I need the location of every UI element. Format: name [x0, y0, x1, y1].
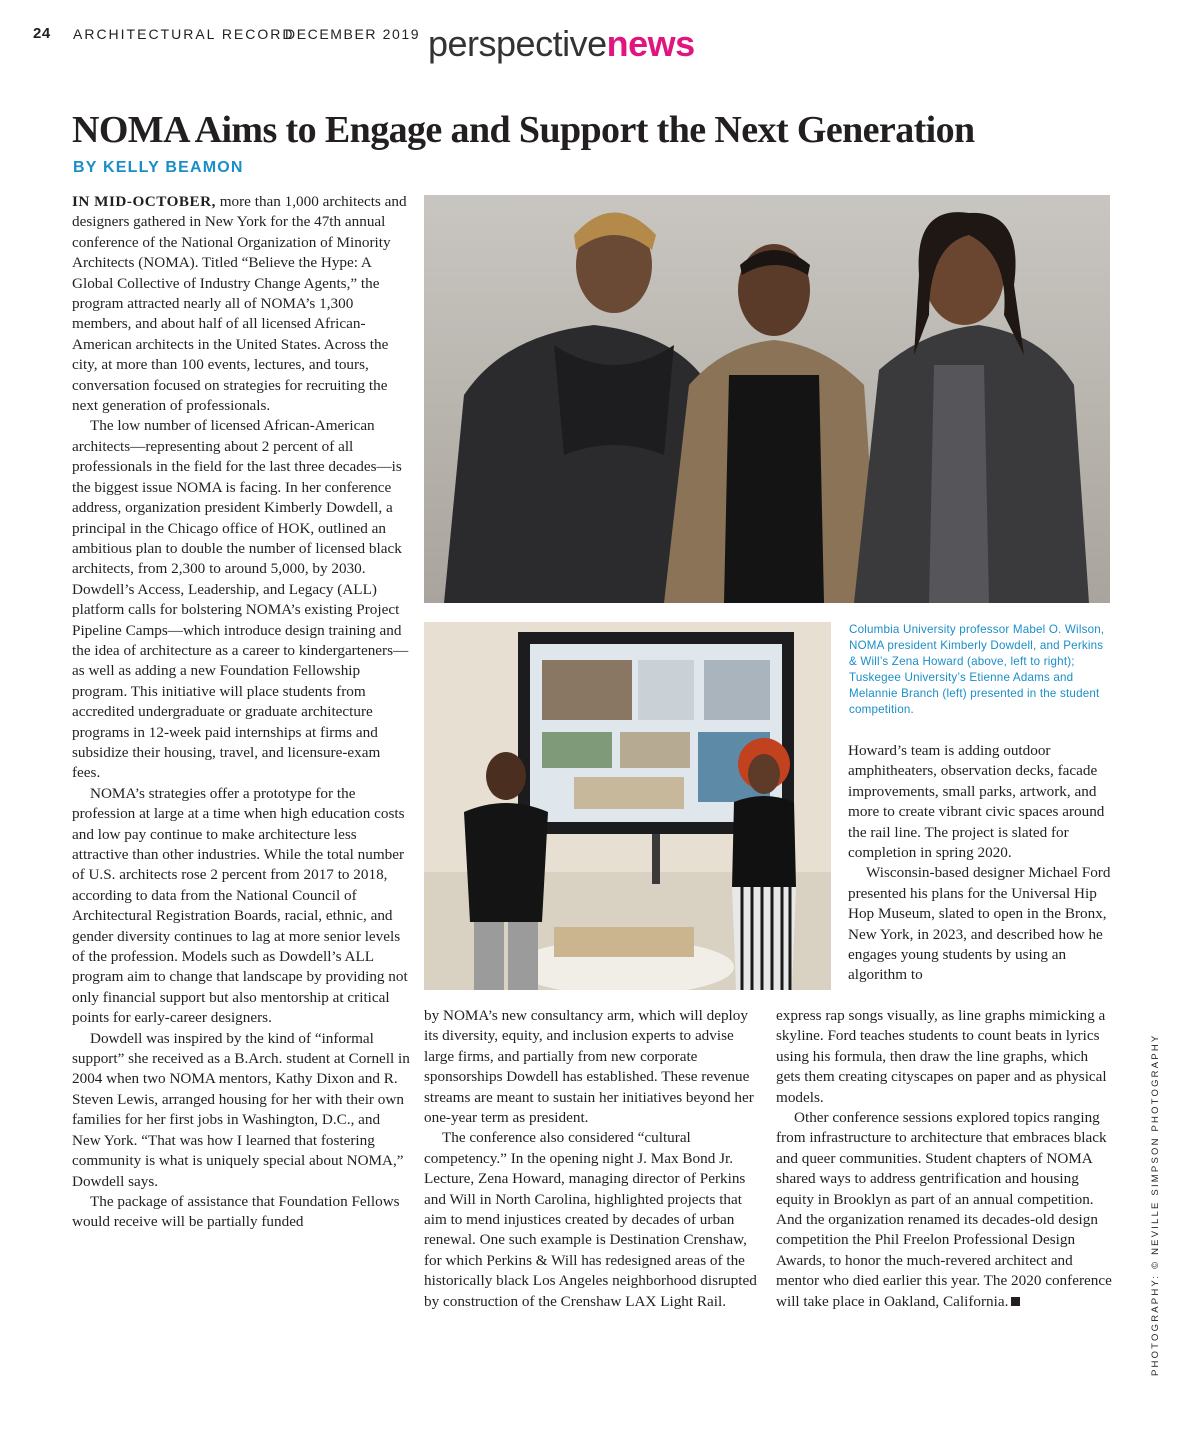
- column-1: [72, 192, 410, 1233]
- headline: NOMA Aims to Engage and Support the Next Generation: [72, 109, 975, 151]
- photo-caption: Columbia University professor Mabel O. Wilson, NOMA president Kimberly Dowdell, and Perkins & Will’s Zena Howard (above, left to right); Tuskegee University’s Etienne Adams and Melannie Branch (left) presented in the student competition.: [849, 623, 1105, 716]
- photo-students-presentation: [424, 622, 831, 990]
- paragraph: by NOMA’s new consultancy arm, which will deploy its diversity, equity, and inclusion experts to advise large firms, and partially from new corporate sponsorships Dowdell has established. These revenue streams are meant to sustain her initiatives beyond her one-year term as president.: [424, 1007, 754, 1127]
- column-3-upper: [848, 741, 1112, 986]
- lead-in: IN MID-OCTOBER,: [72, 193, 216, 210]
- column-2: [424, 1006, 764, 1312]
- photo-students-presentation-image: [424, 622, 831, 990]
- byline: BY KELLY BEAMON: [73, 159, 244, 176]
- page-number: 24: [33, 25, 51, 42]
- section-title: [428, 22, 695, 66]
- photo-three-women-image: [424, 195, 1110, 603]
- end-mark-icon: [1011, 1297, 1020, 1306]
- issue-date: DECEMBER 2019: [285, 26, 421, 42]
- column-3-lower: [776, 1006, 1114, 1312]
- paragraph: The conference also considered “cultural competency.” In the opening night J. Max Bond Jr. Lecture, Zena Howard, managing director of Perkins and Will in North Carolina, highlighted projects that aim to mend injustices created by decades of urban renewal. One such example is Destination Crenshaw, for which Perkins & Will has redesigned areas of the historically black Los Angeles neighborhood disrupted by construction of the Crenshaw LAX Light Rail.: [424, 1129, 757, 1310]
- paragraph: [776, 1108, 1114, 1312]
- paragraph: Dowdell was inspired by the kind of “informal support” she received as a B.Arch. student at Cornell in 2004 when two NOMA mentors, Kathy Dixon and R. Steven Lewis, arranged housing for her with their own families for her first jobs in Washington, D.C., and New York. “That was how I learned that fostering community is what is uniquely special about NOMA,” Dowdell says.: [72, 1029, 410, 1190]
- paragraph: The low number of licensed African-American architects—representing about 2 percent of all professionals in the field for the last three decades—is the biggest issue NOMA is facing. In her conference address, organization president Kimberly Dowdell, a principal in the Chicago office of HOK, outlined an ambitious plan to double the number of licensed black architects, from 2,300 to around 5,000, by 2030. Dowdell’s Access, Leadership, and Legacy (ALL) platform calls for bolstering NOMA’s existing Project Pipeline Camps—which introduce design training and the idea of architecture as a career to kindergarteners—as well as adding a new Foundation Fellowship program. This initiative will place students from accredited undergraduate or graduate architecture programs in 12-week paid internships at firms and subsidize their housing, travel, and licensure-exam fees.: [72, 417, 409, 782]
- paragraph-text: Other conference sessions explored topics ranging from infrastructure to architecture that embraces black and queer communities. Student chapters of NOMA shared ways to address gentrification and housing equity in Brooklyn as part of an annual competition. And the organization renamed its decades-old design competition the Phil Freelon Professional Design Awards, to honor the much-revered architect and mentor who died earlier this year. The 2020 conference will take place in Oakland, California.: [776, 1109, 1112, 1310]
- paragraph: Howard’s team is adding outdoor amphitheaters, observation decks, facade improvements, small parks, artwork, and more to create vibrant civic spaces around the rail line. The project is slated for completion in spring 2020.: [848, 742, 1105, 862]
- photo-three-women: [424, 195, 1110, 603]
- paragraph: express rap songs visually, as line graphs mimicking a skyline. Ford teaches students to count beats in lyrics using his formula, then draw the line graphs, which gets them creating cityscapes on paper and as physical models.: [776, 1007, 1107, 1106]
- paragraph-text: more than 1,000 architects and designers gathered in New York for the 47th annual conference of the National Organization of Minority Architects (NOMA). Titled “Believe the Hype: A Global Collective of Industry Change Agents,” the program attracted nearly all of NOMA’s 1,300 members, and about half of all licensed African-American architects in the United States. Across the city, at more than 100 events, lectures, and tours, conversation focused on strategies for recruiting the next generation of professionals.: [72, 193, 407, 415]
- paragraph: The package of assistance that Foundation Fellows would receive will be partially funded: [72, 1192, 400, 1231]
- publication-name: ARCHITECTURAL RECORD: [73, 26, 295, 42]
- paragraph: Wisconsin-based designer Michael Ford presented his plans for the Universal Hip Hop Museum, slated to open in the Bronx, New York, in 2023, and described how he engages young students by using an algorithm to: [848, 864, 1111, 984]
- section-title-light: perspective: [428, 23, 607, 64]
- paragraph: NOMA’s strategies offer a prototype for the profession at large at a time when high education costs and low pay continue to make architecture less attractive than other industries. While the total number of U.S. architects rose 2 percent from 2017 to 2018, according to data from the National Council of Architectural Registration Boards, racial, ethnic, and gender diversity continues to lag at more senior levels of the profession. Models such as Dowdell’s ALL program aim to change that landscape by providing not only financial support but also mentorship at critical points for early-career designers.: [72, 784, 408, 1027]
- section-title-bold: news: [606, 23, 695, 64]
- paragraph: [72, 192, 410, 416]
- photo-credit: PHOTOGRAPHY: © NEVILLE SIMPSON PHOTOGRAPHY: [1150, 1033, 1161, 1376]
